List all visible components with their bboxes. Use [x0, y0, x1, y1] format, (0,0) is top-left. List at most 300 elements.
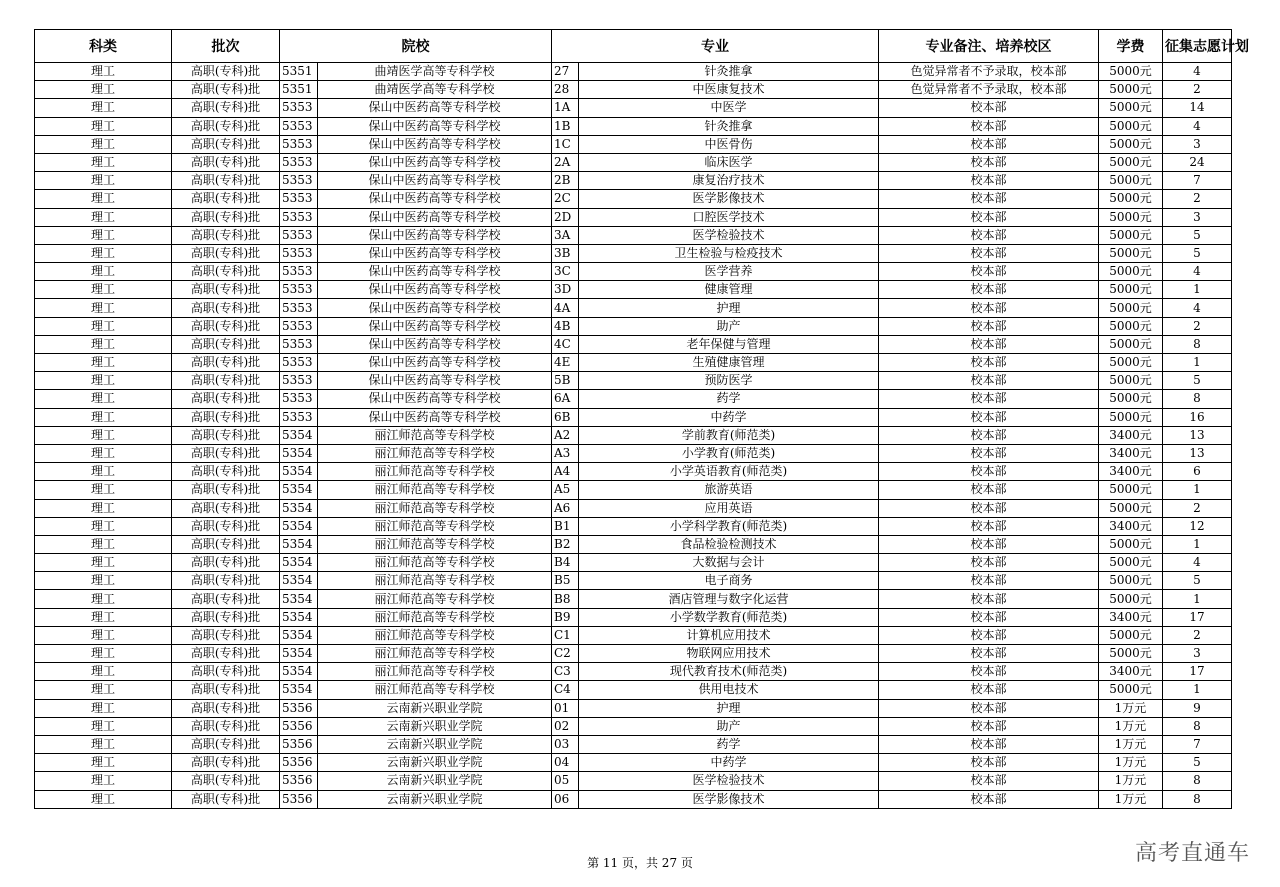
cell-major-name: 康复治疗技术: [579, 172, 879, 190]
cell-remark: 校本部: [879, 572, 1099, 590]
cell-subject: 理工: [35, 699, 172, 717]
cell-school-name: 保山中医药高等专科学校: [318, 117, 552, 135]
cell-school-code: 5354: [280, 554, 318, 572]
cell-major-name: 学前教育(师范类): [579, 426, 879, 444]
cell-school-name: 保山中医药高等专科学校: [318, 317, 552, 335]
cell-major-code: 27: [552, 63, 579, 81]
cell-remark: 校本部: [879, 226, 1099, 244]
cell-school-name: 保山中医药高等专科学校: [318, 172, 552, 190]
cell-school-name: 云南新兴职业学院: [318, 717, 552, 735]
cell-school-code: 5354: [280, 626, 318, 644]
table-row: [35, 390, 1232, 408]
cell-batch: 高职(专科)批: [172, 317, 280, 335]
cell-major-name: 酒店管理与数字化运营: [579, 590, 879, 608]
cell-fee: 5000元: [1099, 335, 1163, 353]
cell-major-code: 02: [552, 717, 579, 735]
cell-fee: 5000元: [1099, 99, 1163, 117]
cell-subject: 理工: [35, 263, 172, 281]
cell-major-code: B5: [552, 572, 579, 590]
cell-school-name: 保山中医药高等专科学校: [318, 190, 552, 208]
cell-school-name: 丽江师范高等专科学校: [318, 463, 552, 481]
cell-subject: 理工: [35, 463, 172, 481]
cell-batch: 高职(专科)批: [172, 772, 280, 790]
cell-subject: 理工: [35, 135, 172, 153]
cell-major-name: 医学检验技术: [579, 226, 879, 244]
cell-school-name: 保山中医药高等专科学校: [318, 390, 552, 408]
cell-major-code: 1B: [552, 117, 579, 135]
cell-major-code: C3: [552, 663, 579, 681]
table-row: [35, 645, 1232, 663]
cell-remark: 校本部: [879, 790, 1099, 808]
cell-major-code: 1A: [552, 99, 579, 117]
cell-school-code: 5353: [280, 190, 318, 208]
cell-school-name: 丽江师范高等专科学校: [318, 554, 552, 572]
cell-fee: 5000元: [1099, 63, 1163, 81]
cell-school-name: 曲靖医学高等专科学校: [318, 81, 552, 99]
table-row: [35, 444, 1232, 462]
cell-major-code: C2: [552, 645, 579, 663]
cell-school-code: 5351: [280, 63, 318, 81]
table-row: [35, 172, 1232, 190]
cell-fee: 5000元: [1099, 208, 1163, 226]
cell-school-name: 保山中医药高等专科学校: [318, 244, 552, 262]
cell-remark: 校本部: [879, 281, 1099, 299]
cell-remark: 校本部: [879, 335, 1099, 353]
cell-plan: 16: [1163, 408, 1232, 426]
cell-plan: 24: [1163, 153, 1232, 171]
cell-major-code: 05: [552, 772, 579, 790]
cell-remark: 色觉异常者不予录取，校本部: [879, 63, 1099, 81]
header-plan: 征集志愿计划: [1163, 30, 1232, 63]
cell-school-code: 5353: [280, 117, 318, 135]
cell-plan: 3: [1163, 645, 1232, 663]
cell-major-name: 药学: [579, 735, 879, 753]
cell-batch: 高职(专科)批: [172, 390, 280, 408]
cell-subject: 理工: [35, 663, 172, 681]
cell-major-name: 护理: [579, 299, 879, 317]
cell-plan: 5: [1163, 226, 1232, 244]
cell-batch: 高职(专科)批: [172, 535, 280, 553]
cell-school-name: 保山中医药高等专科学校: [318, 153, 552, 171]
cell-school-name: 云南新兴职业学院: [318, 735, 552, 753]
table-row: [35, 372, 1232, 390]
cell-major-code: 04: [552, 754, 579, 772]
cell-school-name: 丽江师范高等专科学校: [318, 590, 552, 608]
cell-major-name: 中医骨伤: [579, 135, 879, 153]
header-fee: 学费: [1099, 30, 1163, 63]
cell-remark: 校本部: [879, 499, 1099, 517]
cell-fee: 5000元: [1099, 572, 1163, 590]
cell-subject: 理工: [35, 626, 172, 644]
header-batch: 批次: [172, 30, 280, 63]
cell-major-code: A3: [552, 444, 579, 462]
table-row: [35, 499, 1232, 517]
cell-remark: 校本部: [879, 463, 1099, 481]
cell-remark: 校本部: [879, 554, 1099, 572]
cell-major-code: 4E: [552, 354, 579, 372]
cell-school-code: 5353: [280, 208, 318, 226]
cell-plan: 8: [1163, 390, 1232, 408]
cell-fee: 1万元: [1099, 772, 1163, 790]
cell-school-name: 丽江师范高等专科学校: [318, 426, 552, 444]
cell-school-code: 5354: [280, 681, 318, 699]
cell-fee: 5000元: [1099, 390, 1163, 408]
table-row: [35, 626, 1232, 644]
cell-major-name: 现代教育技术(师范类): [579, 663, 879, 681]
cell-batch: 高职(专科)批: [172, 517, 280, 535]
cell-school-code: 5356: [280, 735, 318, 753]
cell-remark: 校本部: [879, 117, 1099, 135]
cell-remark: 校本部: [879, 135, 1099, 153]
cell-major-code: 6B: [552, 408, 579, 426]
cell-school-code: 5356: [280, 717, 318, 735]
cell-batch: 高职(专科)批: [172, 590, 280, 608]
cell-major-name: 助产: [579, 317, 879, 335]
table-row: [35, 117, 1232, 135]
cell-batch: 高职(专科)批: [172, 172, 280, 190]
cell-fee: 5000元: [1099, 117, 1163, 135]
cell-fee: 5000元: [1099, 535, 1163, 553]
cell-major-code: 03: [552, 735, 579, 753]
cell-major-name: 小学教育(师范类): [579, 444, 879, 462]
cell-batch: 高职(专科)批: [172, 244, 280, 262]
cell-subject: 理工: [35, 572, 172, 590]
cell-fee: 5000元: [1099, 372, 1163, 390]
cell-remark: 校本部: [879, 153, 1099, 171]
table-row: [35, 281, 1232, 299]
watermark: 高考直通车: [1134, 841, 1250, 866]
cell-school-name: 丽江师范高等专科学校: [318, 645, 552, 663]
table-row: [35, 608, 1232, 626]
cell-school-name: 保山中医药高等专科学校: [318, 335, 552, 353]
cell-subject: 理工: [35, 590, 172, 608]
cell-plan: 13: [1163, 444, 1232, 462]
cell-remark: 校本部: [879, 626, 1099, 644]
cell-batch: 高职(专科)批: [172, 408, 280, 426]
cell-major-code: A5: [552, 481, 579, 499]
cell-plan: 1: [1163, 681, 1232, 699]
table-row: [35, 263, 1232, 281]
cell-batch: 高职(专科)批: [172, 263, 280, 281]
cell-school-code: 5356: [280, 772, 318, 790]
cell-school-name: 丽江师范高等专科学校: [318, 681, 552, 699]
cell-major-code: 1C: [552, 135, 579, 153]
cell-fee: 3400元: [1099, 463, 1163, 481]
cell-plan: 2: [1163, 81, 1232, 99]
cell-school-name: 保山中医药高等专科学校: [318, 263, 552, 281]
cell-major-code: 2D: [552, 208, 579, 226]
enrollment-table: [34, 29, 1249, 809]
table-row: [35, 244, 1232, 262]
table-row: [35, 663, 1232, 681]
cell-school-name: 保山中医药高等专科学校: [318, 299, 552, 317]
cell-remark: 校本部: [879, 208, 1099, 226]
cell-fee: 5000元: [1099, 190, 1163, 208]
cell-remark: 校本部: [879, 263, 1099, 281]
cell-batch: 高职(专科)批: [172, 626, 280, 644]
cell-plan: 2: [1163, 190, 1232, 208]
cell-major-name: 中医康复技术: [579, 81, 879, 99]
table-row: [35, 717, 1232, 735]
cell-major-code: 3A: [552, 226, 579, 244]
cell-school-code: 5354: [280, 535, 318, 553]
cell-fee: 1万元: [1099, 790, 1163, 808]
cell-plan: 17: [1163, 663, 1232, 681]
table-row: [35, 335, 1232, 353]
cell-batch: 高职(专科)批: [172, 554, 280, 572]
table-row: [35, 190, 1232, 208]
cell-major-name: 口腔医学技术: [579, 208, 879, 226]
cell-remark: 校本部: [879, 535, 1099, 553]
cell-plan: 1: [1163, 590, 1232, 608]
cell-plan: 8: [1163, 717, 1232, 735]
table-row: [35, 135, 1232, 153]
cell-batch: 高职(专科)批: [172, 208, 280, 226]
cell-school-name: 丽江师范高等专科学校: [318, 535, 552, 553]
cell-school-name: 丽江师范高等专科学校: [318, 663, 552, 681]
cell-major-code: B8: [552, 590, 579, 608]
cell-plan: 1: [1163, 354, 1232, 372]
cell-school-name: 丽江师范高等专科学校: [318, 481, 552, 499]
cell-plan: 3: [1163, 135, 1232, 153]
cell-major-code: 3C: [552, 263, 579, 281]
cell-subject: 理工: [35, 190, 172, 208]
cell-remark: 校本部: [879, 772, 1099, 790]
cell-major-name: 老年保健与管理: [579, 335, 879, 353]
cell-school-code: 5353: [280, 299, 318, 317]
cell-batch: 高职(专科)批: [172, 299, 280, 317]
cell-remark: 色觉异常者不予录取，校本部: [879, 81, 1099, 99]
cell-subject: 理工: [35, 772, 172, 790]
cell-remark: 校本部: [879, 372, 1099, 390]
cell-school-name: 丽江师范高等专科学校: [318, 444, 552, 462]
cell-school-name: 丽江师范高等专科学校: [318, 499, 552, 517]
cell-school-code: 5353: [280, 263, 318, 281]
cell-fee: 5000元: [1099, 81, 1163, 99]
cell-major-name: 旅游英语: [579, 481, 879, 499]
cell-subject: 理工: [35, 481, 172, 499]
cell-plan: 7: [1163, 735, 1232, 753]
cell-fee: 3400元: [1099, 608, 1163, 626]
cell-subject: 理工: [35, 244, 172, 262]
cell-plan: 3: [1163, 208, 1232, 226]
cell-remark: 校本部: [879, 444, 1099, 462]
cell-subject: 理工: [35, 408, 172, 426]
cell-school-name: 云南新兴职业学院: [318, 772, 552, 790]
cell-school-code: 5356: [280, 699, 318, 717]
cell-batch: 高职(专科)批: [172, 190, 280, 208]
cell-remark: 校本部: [879, 244, 1099, 262]
cell-major-code: 4A: [552, 299, 579, 317]
cell-plan: 4: [1163, 263, 1232, 281]
cell-major-name: 助产: [579, 717, 879, 735]
cell-batch: 高职(专科)批: [172, 481, 280, 499]
cell-major-name: 针灸推拿: [579, 63, 879, 81]
cell-major-name: 小学英语教育(师范类): [579, 463, 879, 481]
cell-fee: 5000元: [1099, 499, 1163, 517]
cell-school-code: 5353: [280, 281, 318, 299]
cell-major-name: 针灸推拿: [579, 117, 879, 135]
cell-subject: 理工: [35, 790, 172, 808]
cell-plan: 13: [1163, 426, 1232, 444]
header-school: 院校: [280, 30, 552, 63]
cell-school-code: 5354: [280, 499, 318, 517]
cell-subject: 理工: [35, 681, 172, 699]
cell-major-name: 医学检验技术: [579, 772, 879, 790]
cell-major-code: 06: [552, 790, 579, 808]
cell-fee: 5000元: [1099, 645, 1163, 663]
cell-fee: 5000元: [1099, 244, 1163, 262]
cell-plan: 4: [1163, 63, 1232, 81]
header-remark: 专业备注、培养校区: [879, 30, 1099, 63]
cell-plan: 9: [1163, 699, 1232, 717]
cell-remark: 校本部: [879, 317, 1099, 335]
cell-batch: 高职(专科)批: [172, 572, 280, 590]
cell-school-name: 云南新兴职业学院: [318, 790, 552, 808]
cell-school-code: 5354: [280, 590, 318, 608]
table-row: [35, 481, 1232, 499]
cell-remark: 校本部: [879, 735, 1099, 753]
cell-plan: 5: [1163, 372, 1232, 390]
cell-subject: 理工: [35, 153, 172, 171]
cell-major-name: 小学数学教育(师范类): [579, 608, 879, 626]
cell-school-name: 保山中医药高等专科学校: [318, 408, 552, 426]
table-row: [35, 699, 1232, 717]
cell-plan: 1: [1163, 281, 1232, 299]
cell-major-code: 2A: [552, 153, 579, 171]
cell-plan: 8: [1163, 335, 1232, 353]
cell-plan: 17: [1163, 608, 1232, 626]
cell-school-code: 5353: [280, 335, 318, 353]
cell-fee: 3400元: [1099, 517, 1163, 535]
cell-major-name: 中药学: [579, 754, 879, 772]
cell-subject: 理工: [35, 208, 172, 226]
cell-batch: 高职(专科)批: [172, 81, 280, 99]
cell-subject: 理工: [35, 335, 172, 353]
cell-school-name: 丽江师范高等专科学校: [318, 626, 552, 644]
table-row: [35, 81, 1232, 99]
cell-major-code: 3D: [552, 281, 579, 299]
cell-major-code: 2C: [552, 190, 579, 208]
cell-subject: 理工: [35, 172, 172, 190]
cell-remark: 校本部: [879, 481, 1099, 499]
cell-major-code: B2: [552, 535, 579, 553]
cell-fee: 5000元: [1099, 172, 1163, 190]
cell-major-code: C4: [552, 681, 579, 699]
cell-remark: 校本部: [879, 299, 1099, 317]
cell-fee: 5000元: [1099, 153, 1163, 171]
cell-major-name: 计算机应用技术: [579, 626, 879, 644]
cell-remark: 校本部: [879, 172, 1099, 190]
cell-school-code: 5353: [280, 317, 318, 335]
cell-subject: 理工: [35, 554, 172, 572]
header-subject: 科类: [35, 30, 172, 63]
cell-batch: 高职(专科)批: [172, 117, 280, 135]
table-row: [35, 153, 1232, 171]
cell-subject: 理工: [35, 226, 172, 244]
cell-plan: 4: [1163, 299, 1232, 317]
cell-plan: 2: [1163, 317, 1232, 335]
cell-major-name: 健康管理: [579, 281, 879, 299]
cell-major-code: B9: [552, 608, 579, 626]
cell-plan: 8: [1163, 790, 1232, 808]
cell-school-name: 丽江师范高等专科学校: [318, 517, 552, 535]
cell-school-code: 5353: [280, 135, 318, 153]
cell-batch: 高职(专科)批: [172, 281, 280, 299]
cell-major-name: 护理: [579, 699, 879, 717]
cell-subject: 理工: [35, 63, 172, 81]
cell-major-name: 食品检验检测技术: [579, 535, 879, 553]
cell-batch: 高职(专科)批: [172, 754, 280, 772]
cell-subject: 理工: [35, 81, 172, 99]
cell-fee: 3400元: [1099, 663, 1163, 681]
cell-major-name: 供用电技术: [579, 681, 879, 699]
cell-major-code: 3B: [552, 244, 579, 262]
table-row: [35, 554, 1232, 572]
cell-remark: 校本部: [879, 354, 1099, 372]
cell-plan: 5: [1163, 754, 1232, 772]
cell-remark: 校本部: [879, 426, 1099, 444]
cell-fee: 5000元: [1099, 135, 1163, 153]
cell-fee: 5000元: [1099, 263, 1163, 281]
cell-remark: 校本部: [879, 608, 1099, 626]
table-row: [35, 590, 1232, 608]
cell-subject: 理工: [35, 317, 172, 335]
cell-major-code: A6: [552, 499, 579, 517]
cell-school-code: 5353: [280, 226, 318, 244]
cell-major-name: 物联网应用技术: [579, 645, 879, 663]
cell-major-name: 大数据与会计: [579, 554, 879, 572]
cell-major-code: 5B: [552, 372, 579, 390]
table-row: [35, 735, 1232, 753]
cell-batch: 高职(专科)批: [172, 645, 280, 663]
cell-fee: 5000元: [1099, 281, 1163, 299]
cell-plan: 5: [1163, 244, 1232, 262]
cell-school-name: 保山中医药高等专科学校: [318, 99, 552, 117]
cell-fee: 5000元: [1099, 226, 1163, 244]
cell-remark: 校本部: [879, 681, 1099, 699]
cell-plan: 1: [1163, 481, 1232, 499]
cell-fee: 5000元: [1099, 590, 1163, 608]
cell-major-name: 药学: [579, 390, 879, 408]
cell-school-code: 5351: [280, 81, 318, 99]
table-row: [35, 754, 1232, 772]
cell-subject: 理工: [35, 390, 172, 408]
cell-batch: 高职(专科)批: [172, 153, 280, 171]
cell-fee: 3400元: [1099, 444, 1163, 462]
cell-subject: 理工: [35, 444, 172, 462]
table-row: [35, 299, 1232, 317]
cell-school-code: 5353: [280, 153, 318, 171]
cell-major-code: 01: [552, 699, 579, 717]
cell-school-name: 保山中医药高等专科学校: [318, 354, 552, 372]
cell-subject: 理工: [35, 117, 172, 135]
cell-subject: 理工: [35, 645, 172, 663]
cell-school-code: 5354: [280, 444, 318, 462]
cell-major-code: 2B: [552, 172, 579, 190]
cell-fee: 5000元: [1099, 681, 1163, 699]
cell-remark: 校本部: [879, 717, 1099, 735]
page-footer: 第 11 页，共 27 页: [587, 856, 693, 870]
cell-major-name: 中药学: [579, 408, 879, 426]
cell-school-code: 5354: [280, 517, 318, 535]
cell-school-code: 5356: [280, 754, 318, 772]
cell-school-code: 5353: [280, 99, 318, 117]
cell-plan: 2: [1163, 626, 1232, 644]
cell-school-code: 5353: [280, 354, 318, 372]
cell-fee: 1万元: [1099, 754, 1163, 772]
cell-school-code: 5353: [280, 244, 318, 262]
